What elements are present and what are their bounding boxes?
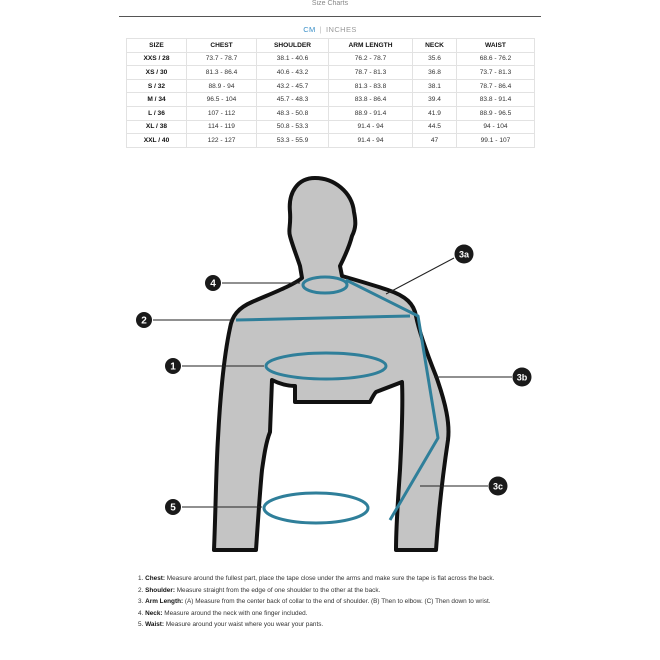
cell-neck: 44.5 (413, 120, 457, 134)
callout-3a (455, 245, 474, 264)
cell-neck: 36.8 (413, 66, 457, 80)
unit-inches-tab[interactable]: INCHES (326, 25, 357, 34)
title-divider (119, 16, 541, 17)
cell-shoulder: 40.6 - 43.2 (257, 66, 329, 80)
header-shoulder: SHOULDER (257, 39, 329, 53)
svg-text:3c: 3c (492, 481, 504, 492)
table-row (127, 120, 535, 134)
svg-text:3b: 3b (516, 372, 528, 383)
cell-chest: 122 - 127 (187, 134, 257, 148)
callout-4 (205, 275, 221, 291)
cell-waist: 83.8 - 91.4 (457, 93, 535, 107)
size-chart-table (126, 38, 535, 148)
cell-chest: 114 - 119 (187, 120, 257, 134)
cell-neck: 39.4 (413, 93, 457, 107)
waist-measure (264, 493, 368, 523)
cell-size: XXL / 40 (127, 134, 187, 148)
page-title: Size Charts (311, 0, 349, 7)
instruction-item (138, 585, 538, 597)
cell-size: XXS / 28 (127, 52, 187, 66)
cell-neck: 35.6 (413, 52, 457, 66)
instruction-label: Neck: (145, 609, 163, 617)
instruction-number: 5. (138, 621, 144, 628)
instruction-label: Arm Length: (145, 598, 184, 605)
svg-text:1: 1 (170, 361, 176, 373)
cell-arm-length: 83.8 - 86.4 (329, 93, 413, 107)
instruction-text: Measure around the fullest part, place the tape close under the arms and make sure the tape is flat across the back. (165, 575, 495, 582)
instruction-label: Chest: (145, 575, 166, 582)
cell-waist: 94 - 104 (457, 120, 535, 134)
callout-3b (513, 368, 532, 387)
unit-cm-tab[interactable]: CM (303, 25, 316, 34)
svg-text:4: 4 (210, 278, 216, 290)
table-row (127, 79, 535, 93)
table-row (127, 106, 535, 120)
callout-5 (165, 499, 181, 515)
cell-size: XS / 30 (127, 66, 187, 80)
instruction-text: Measure straight from the edge of one shoulder to the other at the back. (174, 586, 381, 594)
cell-size: S / 32 (127, 79, 187, 93)
leader-3a (386, 258, 454, 294)
cell-neck: 47 (413, 134, 457, 148)
cell-chest: 88.9 - 94 (187, 79, 257, 93)
instruction-number: 1. (138, 575, 144, 582)
callout-2 (136, 312, 152, 328)
cell-size: M / 34 (127, 93, 187, 107)
measurement-figure (120, 170, 540, 570)
instruction-item (138, 573, 538, 585)
cell-shoulder: 53.3 - 55.9 (257, 134, 329, 148)
cell-shoulder: 48.3 - 50.8 (257, 106, 329, 120)
cell-waist: 78.7 - 86.4 (457, 79, 535, 93)
svg-text:3a: 3a (458, 249, 470, 260)
cell-arm-length: 81.3 - 83.8 (329, 79, 413, 93)
cell-size: XL / 38 (127, 120, 187, 134)
header-neck: NECK (413, 39, 457, 53)
instruction-number: 4. (138, 609, 144, 617)
cell-chest: 96.5 - 104 (187, 93, 257, 107)
body-diagram (120, 170, 540, 570)
cell-size: L / 36 (127, 106, 187, 120)
table-row (127, 134, 535, 148)
table-row (127, 93, 535, 107)
instruction-item (138, 619, 538, 631)
table-header-row (127, 39, 535, 53)
cell-waist: 68.6 - 76.2 (457, 52, 535, 66)
cell-chest: 81.3 - 86.4 (187, 66, 257, 80)
unit-toggle (0, 25, 660, 35)
cell-neck: 38.1 (413, 79, 457, 93)
cell-shoulder: 50.8 - 53.3 (257, 120, 329, 134)
instruction-item (138, 608, 538, 620)
unit-separator: | (319, 25, 323, 34)
svg-text:2: 2 (141, 315, 147, 327)
cell-shoulder: 45.7 - 48.3 (257, 93, 329, 107)
callout-1 (165, 358, 181, 374)
cell-chest: 107 - 112 (187, 106, 257, 120)
header-arm-length: ARM LENGTH (329, 39, 413, 53)
cell-neck: 41.9 (413, 106, 457, 120)
table-row (127, 66, 535, 80)
instruction-item (138, 596, 538, 608)
header-size: SIZE (127, 39, 187, 53)
instruction-label: Waist: (145, 621, 165, 628)
header-chest: CHEST (187, 39, 257, 53)
instruction-number: 2. (138, 586, 144, 594)
cell-chest: 73.7 - 78.7 (187, 52, 257, 66)
cell-waist: 73.7 - 81.3 (457, 66, 535, 80)
cell-arm-length: 91.4 - 94 (329, 134, 413, 148)
svg-text:5: 5 (170, 502, 176, 514)
instruction-text: Measure around your waist where you wear your pants. (164, 621, 324, 628)
table-row (127, 52, 535, 66)
cell-shoulder: 43.2 - 45.7 (257, 79, 329, 93)
cell-arm-length: 76.2 - 78.7 (329, 52, 413, 66)
measurement-instructions (138, 573, 538, 631)
header-waist: WAIST (457, 39, 535, 53)
cell-waist: 99.1 - 107 (457, 134, 535, 148)
instruction-label: Shoulder: (145, 586, 175, 594)
cell-arm-length: 88.9 - 91.4 (329, 106, 413, 120)
callout-3c (489, 477, 508, 496)
cell-arm-length: 91.4 - 94 (329, 120, 413, 134)
cell-waist: 88.9 - 96.5 (457, 106, 535, 120)
instruction-text: Measure around the neck with one finger included. (162, 609, 308, 617)
instruction-text: (A) Measure from the center back of collar to the end of shoulder. (B) Then to elbow. (C) Then down to wrist. (183, 598, 491, 605)
cell-shoulder: 38.1 - 40.6 (257, 52, 329, 66)
instruction-number: 3. (138, 598, 144, 605)
cell-arm-length: 78.7 - 81.3 (329, 66, 413, 80)
